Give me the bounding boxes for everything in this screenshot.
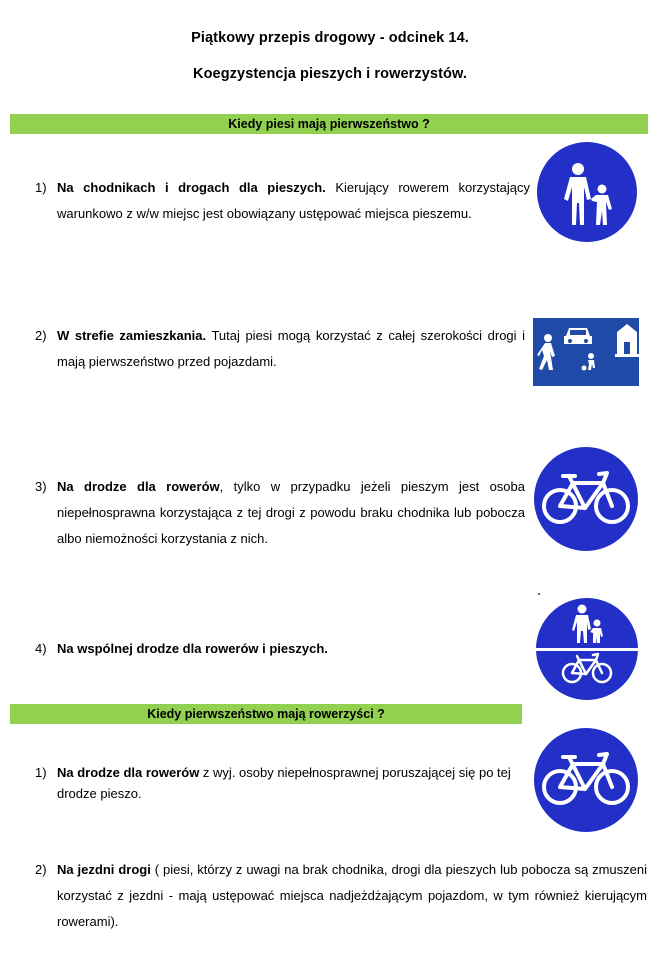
bicycle-path-sign-icon: [533, 446, 639, 552]
item-bold: Na jezdni drogi: [57, 862, 151, 877]
item-text: ( piesi, którzy z uwagi na brak chodnika, drogi dla pieszych lub pobocza są zmuszeni korzystać z jezdni - mają ustępować miejsca nadjeżdżającym pojazdom, w tym również kierującym rowerami).: [57, 862, 648, 929]
stray-dot: [538, 593, 540, 595]
list-item: [35, 175, 530, 227]
item-bold: W strefie zamieszkania.: [57, 328, 207, 343]
pedestrian-path-sign-icon: [536, 141, 638, 243]
residential-zone-sign-icon: [531, 316, 641, 388]
page-title: Piątkowy przepis drogowy - odcinek 14.: [191, 30, 469, 46]
item-bold: Na drodze dla rowerów: [57, 765, 200, 780]
item-bold: Na wspólnej drodze dla rowerów i pieszych.: [57, 641, 328, 656]
item-body: [57, 857, 647, 935]
page-subtitle: Koegzystencja pieszych i rowerzystów.: [193, 66, 467, 82]
item-body: [57, 175, 530, 227]
item-text: z wyj. osoby niepełnosprawnej poruszającej się po tej drodze pieszo.: [57, 765, 511, 801]
section-heading-pedestrians: Kiedy piesi mają pierwszeństwo ?: [10, 114, 648, 134]
list-item: [35, 636, 525, 662]
item-number: 2): [35, 328, 47, 343]
list-item: [35, 857, 647, 935]
item-body: [57, 323, 525, 375]
item-number: 3): [35, 479, 47, 494]
list-item: [35, 323, 525, 375]
item-bold: Na drodze dla rowerów: [57, 479, 220, 494]
item-text: Kierujący rowerem korzystający warunkowo z w/w miejsc jest obowiązany ustępować miejsca pieszemu.: [57, 180, 530, 221]
item-text: , tylko w przypadku jeżeli pieszym jest osoba niepełnosprawna korzystająca z tej drogi z powodu braku chodnika lub pobocza albo niemożności korzystania z nich.: [57, 479, 525, 546]
item-body: [57, 636, 525, 662]
item-number: 4): [35, 641, 47, 656]
item-text: Tutaj piesi mogą korzystać z całej szerokości drogi i mają pierwszeństwo przed pojazdami.: [57, 328, 525, 369]
item-number: 1): [35, 180, 47, 195]
shared-path-sign-icon: [535, 597, 639, 701]
item-body: [57, 474, 525, 552]
item-body: [57, 762, 515, 804]
list-item: [35, 762, 515, 804]
bicycle-path-sign-icon: [533, 727, 639, 833]
item-number: 2): [35, 862, 47, 877]
item-bold: Na chodnikach i drogach dla pieszych.: [57, 180, 326, 195]
list-item: [35, 474, 525, 552]
item-number: 1): [35, 765, 47, 780]
section-heading-cyclists: Kiedy pierwszeństwo mają rowerzyści ?: [10, 704, 522, 724]
